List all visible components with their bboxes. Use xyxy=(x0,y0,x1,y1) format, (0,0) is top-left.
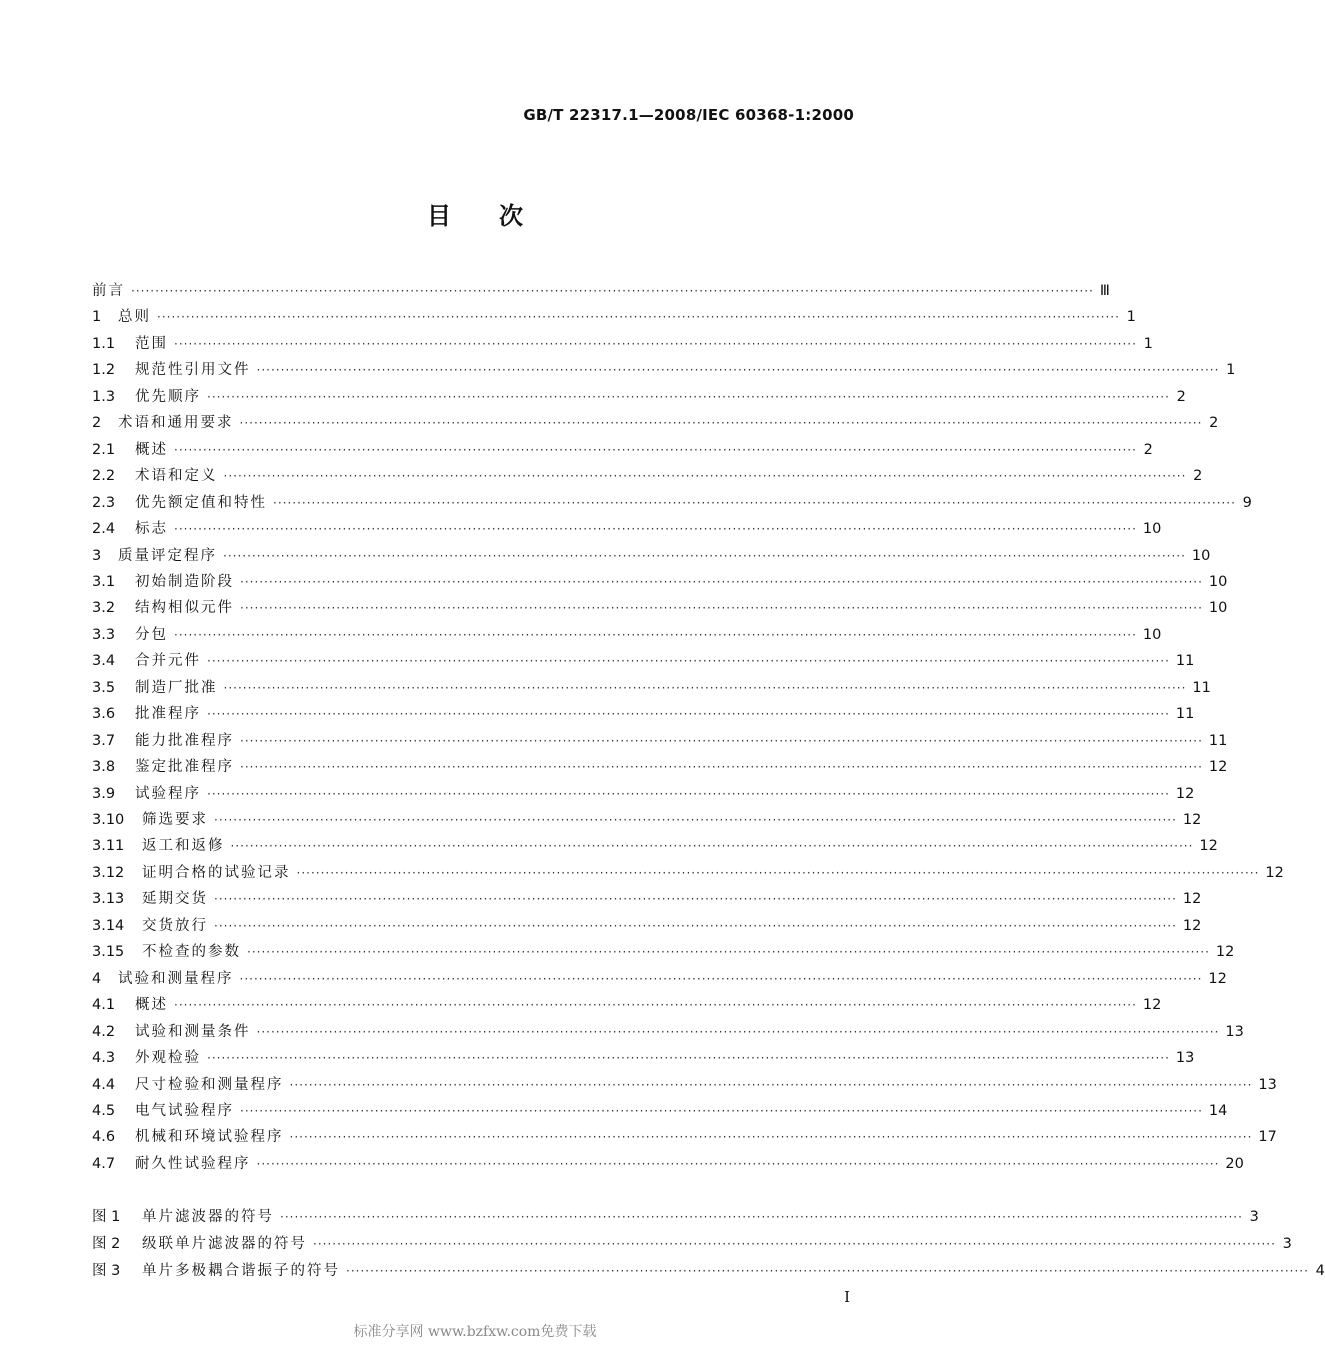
entry-number: 4.5 xyxy=(92,1102,116,1119)
toc-entry[interactable] xyxy=(92,281,1110,301)
entry-title: 耐久性试验程序 xyxy=(135,1155,251,1172)
entry-title: 标志 xyxy=(135,521,168,538)
toc-entry[interactable] xyxy=(92,546,1211,566)
toc-entry[interactable] xyxy=(92,572,1228,592)
dot-leader: ········································································································································································································ xyxy=(131,284,1094,298)
entry-number: 4.7 xyxy=(92,1155,116,1172)
entry-number: 4.1 xyxy=(92,997,116,1014)
toc-entry[interactable] xyxy=(92,387,1186,407)
dot-leader: ········································································································································································································ xyxy=(214,813,1177,827)
entry-title: 鉴定批准程序 xyxy=(135,759,234,776)
dot-leader: ········································································································································································································ xyxy=(174,442,1137,457)
dot-leader: ········································································································································································································ xyxy=(214,918,1177,933)
dot-leader: ········································································································································································································ xyxy=(289,1077,1253,1092)
entry-page: 4 xyxy=(1315,1262,1325,1279)
entry-number: 3.14 xyxy=(92,917,125,934)
entry-page: 10 xyxy=(1208,573,1228,590)
dot-leader: ········································································································································································································ xyxy=(207,707,1170,722)
toc-entry[interactable] xyxy=(92,1154,1244,1174)
toc-entry[interactable] xyxy=(92,1127,1277,1147)
dot-leader: ········································································································································································································ xyxy=(174,998,1137,1013)
entry-title: 试验和测量程序 xyxy=(118,970,234,987)
entry-title: 交货放行 xyxy=(142,917,208,934)
entry-number: 2.2 xyxy=(92,468,116,485)
entry-number: 3.11 xyxy=(92,838,125,855)
entry-page: 1 xyxy=(1143,335,1153,352)
entry-number: 3.4 xyxy=(92,653,116,670)
entry-number: 4 xyxy=(92,970,102,987)
dot-leader: ········································································································································································································ xyxy=(174,336,1137,351)
page-title: 目次 xyxy=(427,202,571,230)
entry-number: 1.2 xyxy=(92,362,116,379)
entry-number: 1.3 xyxy=(92,388,116,405)
toc-entry[interactable] xyxy=(92,440,1153,460)
entry-page: 10 xyxy=(1208,600,1228,617)
entry-number: 图 2 xyxy=(92,1235,121,1252)
entry-page: Ⅲ xyxy=(1099,283,1110,299)
toc-entry[interactable] xyxy=(92,916,1202,936)
entry-title: 返工和返修 xyxy=(142,838,225,855)
toc-entry[interactable] xyxy=(92,519,1162,539)
toc-entry[interactable] xyxy=(92,889,1202,909)
dot-leader: ········································································································································································································ xyxy=(214,892,1177,907)
entry-title: 结构相似元件 xyxy=(135,600,234,617)
entry-page: 2 xyxy=(1193,468,1203,485)
dot-leader: ········································································································································································································ xyxy=(223,469,1187,484)
toc-entry[interactable] xyxy=(92,598,1228,618)
entry-number: 3 xyxy=(92,547,102,564)
dot-leader: ········································································································································································································ xyxy=(240,1103,1203,1118)
toc-entry[interactable] xyxy=(92,810,1202,830)
toc-entry[interactable] xyxy=(92,493,1252,513)
entry-title: 单片滤波器的符号 xyxy=(142,1209,274,1225)
entry-number: 4.3 xyxy=(92,1050,116,1067)
entry-page: 12 xyxy=(1142,997,1162,1014)
entry-number: 4.2 xyxy=(92,1023,116,1040)
entry-number: 3.8 xyxy=(92,759,116,776)
toc-entry[interactable] xyxy=(92,784,1195,804)
dot-leader: ········································································································································································································ xyxy=(157,310,1120,325)
entry-number: 3.10 xyxy=(92,812,125,828)
entry-title: 优先额定值和特性 xyxy=(135,494,267,511)
entry-page: 12 xyxy=(1208,970,1227,987)
dot-leader: ········································································································································································································ xyxy=(280,1210,1243,1224)
toc-entry[interactable] xyxy=(92,466,1203,486)
dot-leader: ········································································································································································································ xyxy=(207,786,1170,801)
entry-page: 13 xyxy=(1258,1076,1277,1093)
dot-leader: ········································································································································································································ xyxy=(346,1263,1309,1278)
entry-title: 概述 xyxy=(135,441,168,458)
toc-entry[interactable] xyxy=(92,863,1284,883)
entry-number: 3.12 xyxy=(92,864,125,881)
page-number: I xyxy=(844,1288,850,1306)
dot-leader: ········································································································································································································ xyxy=(207,654,1170,669)
dot-leader: ········································································································································································································ xyxy=(207,389,1170,404)
entry-title: 筛选要求 xyxy=(142,812,208,828)
entry-page: 20 xyxy=(1225,1155,1244,1172)
entry-title: 术语和通用要求 xyxy=(118,415,234,432)
dot-leader: ········································································································································································································ xyxy=(256,1156,1220,1171)
entry-page: 12 xyxy=(1208,759,1228,776)
entry-number: 1 xyxy=(92,309,102,326)
entry-title: 制造厂批准 xyxy=(135,679,218,696)
entry-page: 11 xyxy=(1175,653,1195,670)
entry-number: 3.6 xyxy=(92,706,116,723)
entry-number: 3.15 xyxy=(92,944,125,961)
entry-title: 不检查的参数 xyxy=(142,944,241,961)
toc-entry[interactable] xyxy=(92,757,1228,777)
entry-title: 规范性引用文件 xyxy=(135,362,251,379)
dot-leader: ········································································································································································································ xyxy=(239,416,1203,431)
dot-leader: ········································································································································································································ xyxy=(256,363,1220,378)
entry-page: 9 xyxy=(1242,494,1252,511)
entry-title: 试验和测量条件 xyxy=(135,1023,251,1040)
dot-leader: ········································································································································································································ xyxy=(247,945,1210,960)
entry-page: 10 xyxy=(1191,547,1211,564)
entry-title: 质量评定程序 xyxy=(118,547,217,564)
entry-title: 分包 xyxy=(135,626,168,643)
entry-number: 1.1 xyxy=(92,335,116,352)
entry-title: 延期交货 xyxy=(142,891,208,908)
entry-title: 电气试验程序 xyxy=(135,1102,234,1119)
standard-number: GB/T 22317.1—2008/IEC 60368-1:2000 xyxy=(523,106,854,124)
entry-page: 12 xyxy=(1199,838,1218,855)
entry-title: 初始制造阶段 xyxy=(135,573,234,590)
entry-title: 试验程序 xyxy=(135,785,201,802)
entry-number: 图 1 xyxy=(92,1209,121,1225)
dot-leader: ········································································································································································································ xyxy=(230,839,1194,854)
watermark-footer: 标准分享网 www.bzfxw.com免费下载 xyxy=(353,1324,597,1340)
entry-title: 机械和环境试验程序 xyxy=(135,1129,284,1146)
entry-title: 总则 xyxy=(118,309,151,326)
toc-entry[interactable] xyxy=(92,360,1236,380)
entry-number: 4.6 xyxy=(92,1129,116,1146)
entry-title: 级联单片滤波器的符号 xyxy=(142,1235,307,1252)
toc-entry[interactable] xyxy=(92,731,1228,751)
toc-entry[interactable] xyxy=(92,1022,1244,1042)
entry-page: 3 xyxy=(1249,1209,1259,1225)
entry-title: 前言 xyxy=(92,283,125,299)
entry-number: 2 xyxy=(92,415,102,432)
dot-leader: ········································································································································································································ xyxy=(174,522,1137,537)
dot-leader: ········································································································································································································ xyxy=(313,1236,1276,1251)
dot-leader: ········································································································································································································ xyxy=(239,971,1203,986)
entry-title: 范围 xyxy=(135,335,168,352)
entry-title: 外观检验 xyxy=(135,1050,201,1067)
entry-page: 13 xyxy=(1225,1023,1244,1040)
entry-page: 11 xyxy=(1208,732,1228,749)
entry-page: 17 xyxy=(1258,1129,1277,1146)
dot-leader: ········································································································································································································ xyxy=(223,680,1187,695)
entry-page: 14 xyxy=(1208,1102,1228,1119)
toc-entry[interactable] xyxy=(92,704,1195,724)
entry-page: 2 xyxy=(1176,388,1186,405)
entry-page: 2 xyxy=(1143,441,1153,458)
dot-leader: ········································································································································································································ xyxy=(174,627,1137,642)
entry-number: 3.13 xyxy=(92,891,125,908)
dot-leader: ········································································································································································································ xyxy=(256,1024,1220,1039)
entry-number: 图 3 xyxy=(92,1262,121,1279)
toc-entry[interactable] xyxy=(92,678,1211,698)
toc-entry[interactable] xyxy=(92,334,1153,354)
entry-title: 证明合格的试验记录 xyxy=(142,864,291,881)
toc-entry[interactable] xyxy=(92,1261,1325,1281)
toc-entry[interactable] xyxy=(92,836,1218,856)
entry-page: 12 xyxy=(1182,812,1202,828)
entry-page: 12 xyxy=(1265,864,1284,881)
entry-page: 12 xyxy=(1182,891,1202,908)
entry-page: 12 xyxy=(1175,785,1195,802)
toc-entry[interactable] xyxy=(92,1207,1259,1227)
entry-number: 3.1 xyxy=(92,573,116,590)
dot-leader: ········································································································································································································ xyxy=(223,548,1186,563)
dot-leader: ········································································································································································································ xyxy=(207,1051,1170,1066)
toc-entry[interactable] xyxy=(92,1234,1292,1254)
entry-title: 优先顺序 xyxy=(135,388,201,405)
toc-entry[interactable] xyxy=(92,969,1227,989)
toc-entry[interactable] xyxy=(92,651,1195,671)
entry-title: 尺寸检验和测量程序 xyxy=(135,1076,284,1093)
entry-page: 11 xyxy=(1192,679,1211,696)
toc-entry[interactable] xyxy=(92,1048,1195,1068)
entry-number: 3.3 xyxy=(92,626,116,643)
entry-page: 12 xyxy=(1215,944,1235,961)
entry-page: 1 xyxy=(1226,362,1236,379)
entry-number: 2.4 xyxy=(92,521,116,538)
entry-number: 3.5 xyxy=(92,679,116,696)
entry-number: 2.3 xyxy=(92,494,116,511)
entry-title: 术语和定义 xyxy=(135,468,218,485)
entry-page: 3 xyxy=(1282,1235,1292,1252)
dot-leader: ········································································································································································································ xyxy=(296,865,1260,880)
entry-page: 10 xyxy=(1142,626,1162,643)
entry-page: 10 xyxy=(1142,521,1162,538)
dot-leader: ········································································································································································································ xyxy=(240,601,1203,616)
entry-number: 3.7 xyxy=(92,732,116,749)
toc-entry[interactable] xyxy=(92,307,1136,327)
toc-entry[interactable] xyxy=(92,942,1235,962)
entry-page: 1 xyxy=(1126,309,1136,326)
entry-number: 2.1 xyxy=(92,441,116,458)
entry-title: 合并元件 xyxy=(135,653,201,670)
entry-page: 2 xyxy=(1209,415,1219,432)
dot-leader: ········································································································································································································ xyxy=(240,733,1203,748)
toc-entry[interactable] xyxy=(92,1075,1277,1095)
dot-leader: ········································································································································································································ xyxy=(240,574,1203,589)
dot-leader: ········································································································································································································ xyxy=(289,1130,1253,1145)
toc-entry[interactable] xyxy=(92,625,1162,645)
toc-entry[interactable] xyxy=(92,995,1162,1015)
toc-entry[interactable] xyxy=(92,1101,1228,1121)
entry-number: 4.4 xyxy=(92,1076,116,1093)
entry-number: 3.9 xyxy=(92,785,116,802)
dot-leader: ········································································································································································································ xyxy=(240,760,1203,775)
entry-title: 批准程序 xyxy=(135,706,201,723)
entry-page: 11 xyxy=(1175,706,1195,723)
toc-entry[interactable] xyxy=(92,413,1219,433)
entry-title: 概述 xyxy=(135,997,168,1014)
entry-number: 3.2 xyxy=(92,600,116,617)
entry-title: 单片多极耦合谐振子的符号 xyxy=(142,1262,340,1279)
dot-leader: ········································································································································································································ xyxy=(273,495,1236,510)
entry-page: 13 xyxy=(1175,1050,1195,1067)
entry-page: 12 xyxy=(1182,917,1202,934)
entry-title: 能力批准程序 xyxy=(135,732,234,749)
